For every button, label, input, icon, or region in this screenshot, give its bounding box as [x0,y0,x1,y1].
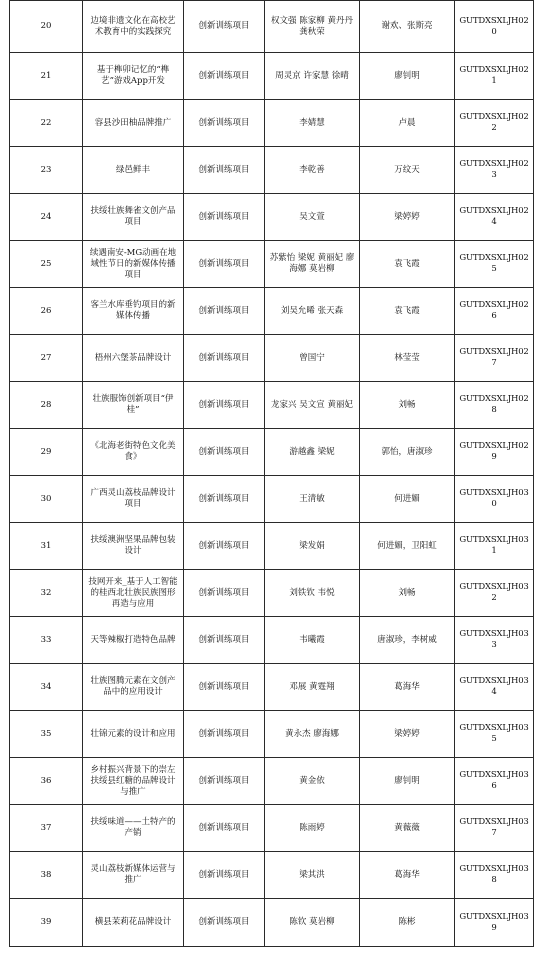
advisor-cell: 刘畅 [360,382,455,429]
row-number-cell: 30 [10,476,83,523]
team-members-cell: 陈钦 莫岩柳 [265,899,360,947]
project-code-cell: GUTDXSXLJH034 [455,664,534,711]
project-type-cell: 创新训练项目 [184,1,265,53]
row-number-cell: 21 [10,53,83,100]
projects-table [9,0,534,947]
advisor-cell: 万纹天 [360,147,455,194]
project-name-cell: 续遇南安-MG动画在地域性节日的新媒体传播项目 [83,241,184,288]
project-code-cell: GUTDXSXLJH035 [455,711,534,758]
project-type-cell: 创新训练项目 [184,711,265,758]
table-row [10,523,534,570]
table-row [10,570,534,617]
advisor-cell: 葛海华 [360,664,455,711]
project-name-cell: 壮族图腾元素在文创产品中的应用设计 [83,664,184,711]
project-type-cell: 创新训练项目 [184,476,265,523]
project-name-cell: 乡村振兴背景下的崇左扶绥县红糖的品牌设计与推广 [83,758,184,805]
project-type-cell: 创新训练项目 [184,570,265,617]
project-code-cell: GUTDXSXLJH026 [455,288,534,335]
project-code-cell: GUTDXSXLJH025 [455,241,534,288]
project-type-cell: 创新训练项目 [184,194,265,241]
team-members-cell: 黄永杰 廖海娜 [265,711,360,758]
team-members-cell: 苏紫怡 梁妮 黄丽妃 廖海娜 莫岩柳 [265,241,360,288]
advisor-cell: 谢欢、张斯亮 [360,1,455,53]
project-name-cell: 天等辣椒打造特色品牌 [83,617,184,664]
team-members-cell: 王清敏 [265,476,360,523]
advisor-cell: 刘畅 [360,570,455,617]
projects-table-body [10,1,534,947]
project-name-cell: 边境非遗文化在高校艺术教育中的实践探究 [83,1,184,53]
row-number-cell: 20 [10,1,83,53]
project-code-cell: GUTDXSXLJH020 [455,1,534,53]
project-name-cell: 基于榫卯记忆的“榫艺”游戏App开发 [83,53,184,100]
table-row [10,53,534,100]
advisor-cell: 何进媚，卫阳虹 [360,523,455,570]
project-code-cell: GUTDXSXLJH028 [455,382,534,429]
project-name-cell: 壮族服饰创新项目“伊桂” [83,382,184,429]
team-members-cell: 刘铁钦 韦悦 [265,570,360,617]
team-members-cell: 韦曦霞 [265,617,360,664]
team-members-cell: 陈雨婷 [265,805,360,852]
row-number-cell: 28 [10,382,83,429]
row-number-cell: 23 [10,147,83,194]
project-name-cell: 客兰水库垂钓项目的新媒体传播 [83,288,184,335]
row-number-cell: 25 [10,241,83,288]
project-name-cell: 灵山荔枝新媒体运营与推广 [83,852,184,899]
project-name-cell: 《北海老街特色文化美食》 [83,429,184,476]
row-number-cell: 34 [10,664,83,711]
row-number-cell: 32 [10,570,83,617]
row-number-cell: 33 [10,617,83,664]
project-name-cell: 扶绥味道——土特产的产销 [83,805,184,852]
project-type-cell: 创新训练项目 [184,288,265,335]
row-number-cell: 22 [10,100,83,147]
project-name-cell: 梧州六堡茶品牌设计 [83,335,184,382]
row-number-cell: 29 [10,429,83,476]
team-members-cell: 龙家兴 吴文宣 黄丽妃 [265,382,360,429]
project-type-cell: 创新训练项目 [184,664,265,711]
table-row [10,617,534,664]
project-type-cell: 创新训练项目 [184,429,265,476]
project-type-cell: 创新训练项目 [184,617,265,664]
table-row [10,476,534,523]
row-number-cell: 27 [10,335,83,382]
team-members-cell: 周灵京 许家慧 徐晴 [265,53,360,100]
project-name-cell: 技网开来_基于人工智能的桂西北壮族民族图形再造与应用 [83,570,184,617]
row-number-cell: 39 [10,899,83,947]
table-row [10,288,534,335]
advisor-cell: 袁飞霞 [360,241,455,288]
row-number-cell: 37 [10,805,83,852]
team-members-cell: 权文强 陈家柳 黄丹丹 龚秋荣 [265,1,360,53]
project-type-cell: 创新训练项目 [184,147,265,194]
team-members-cell: 游越鑫 梁妮 [265,429,360,476]
project-code-cell: GUTDXSXLJH033 [455,617,534,664]
project-code-cell: GUTDXSXLJH037 [455,805,534,852]
project-type-cell: 创新训练项目 [184,899,265,947]
project-code-cell: GUTDXSXLJH039 [455,899,534,947]
team-members-cell: 黄金依 [265,758,360,805]
row-number-cell: 26 [10,288,83,335]
project-type-cell: 创新训练项目 [184,100,265,147]
table-row [10,852,534,899]
project-code-cell: GUTDXSXLJH022 [455,100,534,147]
project-code-cell: GUTDXSXLJH029 [455,429,534,476]
table-row [10,100,534,147]
advisor-cell: 郭怡，唐淑珍 [360,429,455,476]
advisor-cell: 卢晨 [360,100,455,147]
table-row [10,758,534,805]
row-number-cell: 36 [10,758,83,805]
project-type-cell: 创新训练项目 [184,53,265,100]
row-number-cell: 31 [10,523,83,570]
project-code-cell: GUTDXSXLJH021 [455,53,534,100]
advisor-cell: 唐淑珍，李树威 [360,617,455,664]
project-name-cell: 横县茉莉花品牌设计 [83,899,184,947]
advisor-cell: 何进媚 [360,476,455,523]
advisor-cell: 林莹莹 [360,335,455,382]
team-members-cell: 李乾善 [265,147,360,194]
project-code-cell: GUTDXSXLJH036 [455,758,534,805]
advisor-cell: 葛海华 [360,852,455,899]
table-row [10,335,534,382]
team-members-cell: 曾国宁 [265,335,360,382]
row-number-cell: 38 [10,852,83,899]
team-members-cell: 邓展 黄霆翔 [265,664,360,711]
advisor-cell: 廖钊明 [360,53,455,100]
project-code-cell: GUTDXSXLJH024 [455,194,534,241]
project-name-cell: 容县沙田柚品牌推广 [83,100,184,147]
team-members-cell: 李婧慧 [265,100,360,147]
project-name-cell: 扶绥壮族舞雀文创产品项目 [83,194,184,241]
project-type-cell: 创新训练项目 [184,523,265,570]
project-code-cell: GUTDXSXLJH038 [455,852,534,899]
table-row [10,711,534,758]
project-type-cell: 创新训练项目 [184,335,265,382]
project-type-cell: 创新训练项目 [184,805,265,852]
table-row [10,805,534,852]
team-members-cell: 梁发娟 [265,523,360,570]
project-code-cell: GUTDXSXLJH023 [455,147,534,194]
row-number-cell: 35 [10,711,83,758]
advisor-cell: 梁婷婷 [360,711,455,758]
project-name-cell: 扶绥澳洲坚果品牌包装设计 [83,523,184,570]
table-row [10,899,534,947]
advisor-cell: 黄薇薇 [360,805,455,852]
table-row [10,382,534,429]
advisor-cell: 袁飞霞 [360,288,455,335]
project-code-cell: GUTDXSXLJH031 [455,523,534,570]
team-members-cell: 梁其洪 [265,852,360,899]
project-name-cell: 绿邑鲜丰 [83,147,184,194]
team-members-cell: 刘吴允晞 张天森 [265,288,360,335]
project-type-cell: 创新训练项目 [184,382,265,429]
project-type-cell: 创新训练项目 [184,852,265,899]
advisor-cell: 廖钊明 [360,758,455,805]
project-code-cell: GUTDXSXLJH030 [455,476,534,523]
project-code-cell: GUTDXSXLJH027 [455,335,534,382]
table-row [10,147,534,194]
project-name-cell: 壮锦元素的设计和应用 [83,711,184,758]
table-row [10,429,534,476]
team-members-cell: 吴文萱 [265,194,360,241]
advisor-cell: 陈彬 [360,899,455,947]
table-row [10,1,534,53]
project-code-cell: GUTDXSXLJH032 [455,570,534,617]
table-row [10,241,534,288]
project-type-cell: 创新训练项目 [184,241,265,288]
table-row [10,664,534,711]
row-number-cell: 24 [10,194,83,241]
table-row [10,194,534,241]
project-name-cell: 广西灵山荔枝品牌设计项目 [83,476,184,523]
project-type-cell: 创新训练项目 [184,758,265,805]
advisor-cell: 梁婷婷 [360,194,455,241]
